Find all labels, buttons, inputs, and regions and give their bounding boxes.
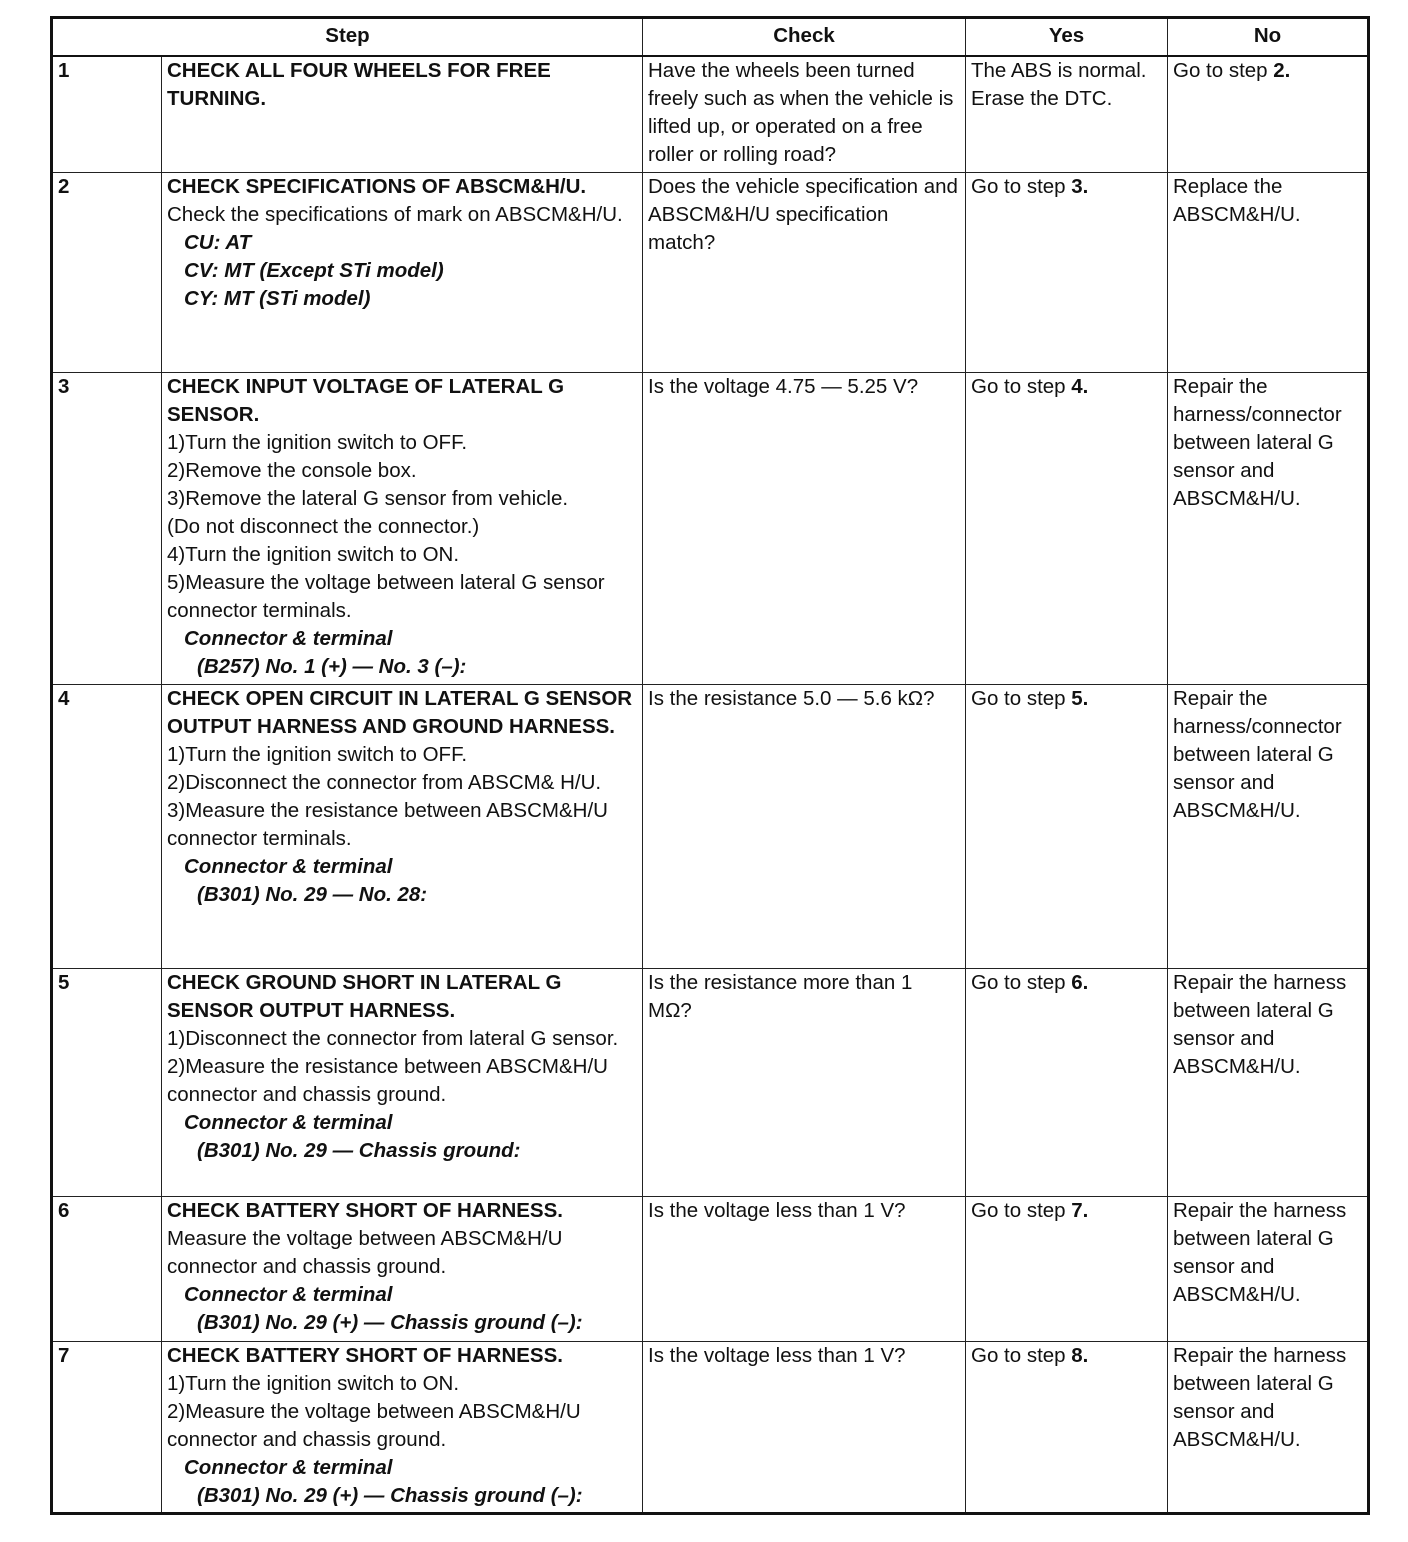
step-title: CHECK OPEN CIRCUIT IN LATERAL G SENSOR OUTPUT HARNESS AND GROUND HARNESS.	[167, 686, 633, 738]
step-text: Check the specifications of mark on ABSCM&H/U.	[167, 202, 623, 226]
check-cell: Does the vehicle specification and ABSCM&H/U specification match?	[643, 172, 966, 372]
step-instruction: 2)Measure the voltage between ABSCM&H/U connector and chassis ground.	[167, 1399, 581, 1451]
table-header-row	[52, 18, 1369, 57]
yes-cell: The ABS is normal. Erase the DTC.	[966, 56, 1168, 172]
yes-cell	[966, 684, 1168, 968]
check-cell: Is the voltage less than 1 V?	[643, 1196, 966, 1341]
table-row	[52, 1341, 1369, 1513]
spec-item: CY: MT (STi model)	[184, 286, 371, 310]
step-number: 4	[52, 684, 162, 968]
no-cell: Repair the harness between lateral G sensor and ABSCM&H/U.	[1168, 1341, 1369, 1513]
check-cell: Is the resistance 5.0 — 5.6 kΩ?	[643, 684, 966, 968]
table-row	[52, 172, 1369, 372]
connector-label: Connector & terminal	[184, 854, 393, 878]
step-cell	[162, 372, 643, 684]
step-instruction: (Do not disconnect the connector.)	[167, 514, 480, 538]
check-cell: Is the resistance more than 1 MΩ?	[643, 968, 966, 1196]
yes-step-ref: 5.	[1071, 686, 1089, 710]
step-number: 2	[52, 172, 162, 372]
yes-cell	[966, 968, 1168, 1196]
check-cell: Have the wheels been turned freely such as when the vehicle is lifted up, or operated on a free roller or rolling road?	[643, 56, 966, 172]
step-instruction: 1)Turn the ignition switch to OFF.	[167, 742, 468, 766]
connector-label: Connector & terminal	[184, 626, 393, 650]
check-cell: Is the voltage less than 1 V?	[643, 1341, 966, 1513]
no-cell: Repair the harness between lateral G sensor and ABSCM&H/U.	[1168, 968, 1369, 1196]
yes-cell	[966, 1196, 1168, 1341]
connector-value: (B301) No. 29 (+) — Chassis ground (–):	[197, 1483, 583, 1507]
step-instruction: Measure the voltage between ABSCM&H/U connector and chassis ground.	[167, 1226, 563, 1278]
yes-prefix: Go to step	[971, 1343, 1072, 1367]
connector-value: (B301) No. 29 — No. 28:	[197, 882, 428, 906]
step-number: 6	[52, 1196, 162, 1341]
yes-prefix: Go to step	[971, 970, 1072, 994]
yes-step-ref: 4.	[1071, 374, 1089, 398]
yes-step-ref: 7.	[1071, 1198, 1089, 1222]
no-cell: Repair the harness/connector between lateral G sensor and ABSCM&H/U.	[1168, 684, 1369, 968]
check-cell: Is the voltage 4.75 — 5.25 V?	[643, 372, 966, 684]
connector-label: Connector & terminal	[184, 1282, 393, 1306]
table-row	[52, 56, 1369, 172]
header-no: No	[1168, 18, 1369, 57]
step-title: CHECK BATTERY SHORT OF HARNESS.	[167, 1343, 563, 1367]
step-cell	[162, 968, 643, 1196]
step-instruction: 3)Remove the lateral G sensor from vehicle.	[167, 486, 569, 510]
no-cell: Repair the harness/connector between lateral G sensor and ABSCM&H/U.	[1168, 372, 1369, 684]
step-instruction: 5)Measure the voltage between lateral G sensor connector terminals.	[167, 570, 605, 622]
table-row	[52, 968, 1369, 1196]
connector-value: (B257) No. 1 (+) — No. 3 (–):	[197, 654, 467, 678]
step-cell	[162, 684, 643, 968]
header-step: Step	[52, 18, 643, 57]
step-cell	[162, 172, 643, 372]
header-check: Check	[643, 18, 966, 57]
header-yes: Yes	[966, 18, 1168, 57]
yes-cell	[966, 1341, 1168, 1513]
step-number: 3	[52, 372, 162, 684]
step-instruction: 2)Disconnect the connector from ABSCM& H/U.	[167, 770, 602, 794]
step-cell	[162, 56, 643, 172]
table-row	[52, 1196, 1369, 1341]
step-number: 1	[52, 56, 162, 172]
step-instruction: 3)Measure the resistance between ABSCM&H/U connector terminals.	[167, 798, 608, 850]
step-title: CHECK INPUT VOLTAGE OF LATERAL G SENSOR.	[167, 374, 565, 426]
yes-cell	[966, 372, 1168, 684]
yes-step-ref: 8.	[1071, 1343, 1089, 1367]
step-instruction: 1)Turn the ignition switch to ON.	[167, 1371, 460, 1395]
spec-item: CU: AT	[184, 230, 252, 254]
spec-item: CV: MT (Except STi model)	[184, 258, 444, 282]
no-step-ref: 2.	[1273, 59, 1291, 82]
yes-step-ref: 3.	[1071, 174, 1089, 198]
step-instruction: 1)Disconnect the connector from lateral G sensor.	[167, 1026, 619, 1050]
step-title: CHECK SPECIFICATIONS OF ABSCM&H/U.	[167, 174, 587, 198]
yes-step-ref: 6.	[1071, 970, 1089, 994]
table-row	[52, 684, 1369, 968]
yes-prefix: Go to step	[971, 1198, 1072, 1222]
no-prefix: Go to step	[1173, 59, 1274, 82]
step-cell	[162, 1341, 643, 1513]
step-instruction: 2)Remove the console box.	[167, 458, 417, 482]
no-cell: Repair the harness between lateral G sensor and ABSCM&H/U.	[1168, 1196, 1369, 1341]
step-title: CHECK ALL FOUR WHEELS FOR FREE TURNING.	[167, 59, 551, 110]
step-title: CHECK BATTERY SHORT OF HARNESS.	[167, 1198, 563, 1222]
diagnostic-table	[50, 16, 1370, 1515]
yes-prefix: Go to step	[971, 374, 1072, 398]
connector-value: (B301) No. 29 (+) — Chassis ground (–):	[197, 1310, 583, 1334]
step-instruction: 2)Measure the resistance between ABSCM&H/U connector and chassis ground.	[167, 1054, 608, 1106]
no-cell	[1168, 56, 1369, 172]
step-number: 5	[52, 968, 162, 1196]
connector-label: Connector & terminal	[184, 1455, 393, 1479]
yes-cell	[966, 172, 1168, 372]
yes-prefix: Go to step	[971, 686, 1072, 710]
connector-label: Connector & terminal	[184, 1110, 393, 1134]
step-cell	[162, 1196, 643, 1341]
step-title: CHECK GROUND SHORT IN LATERAL G SENSOR OUTPUT HARNESS.	[167, 970, 562, 1022]
table-row	[52, 372, 1369, 684]
no-cell: Replace the ABSCM&H/U.	[1168, 172, 1369, 372]
step-instruction: 4)Turn the ignition switch to ON.	[167, 542, 460, 566]
step-number: 7	[52, 1341, 162, 1513]
connector-value: (B301) No. 29 — Chassis ground:	[197, 1138, 521, 1162]
step-instruction: 1)Turn the ignition switch to OFF.	[167, 430, 468, 454]
yes-prefix: Go to step	[971, 174, 1072, 198]
